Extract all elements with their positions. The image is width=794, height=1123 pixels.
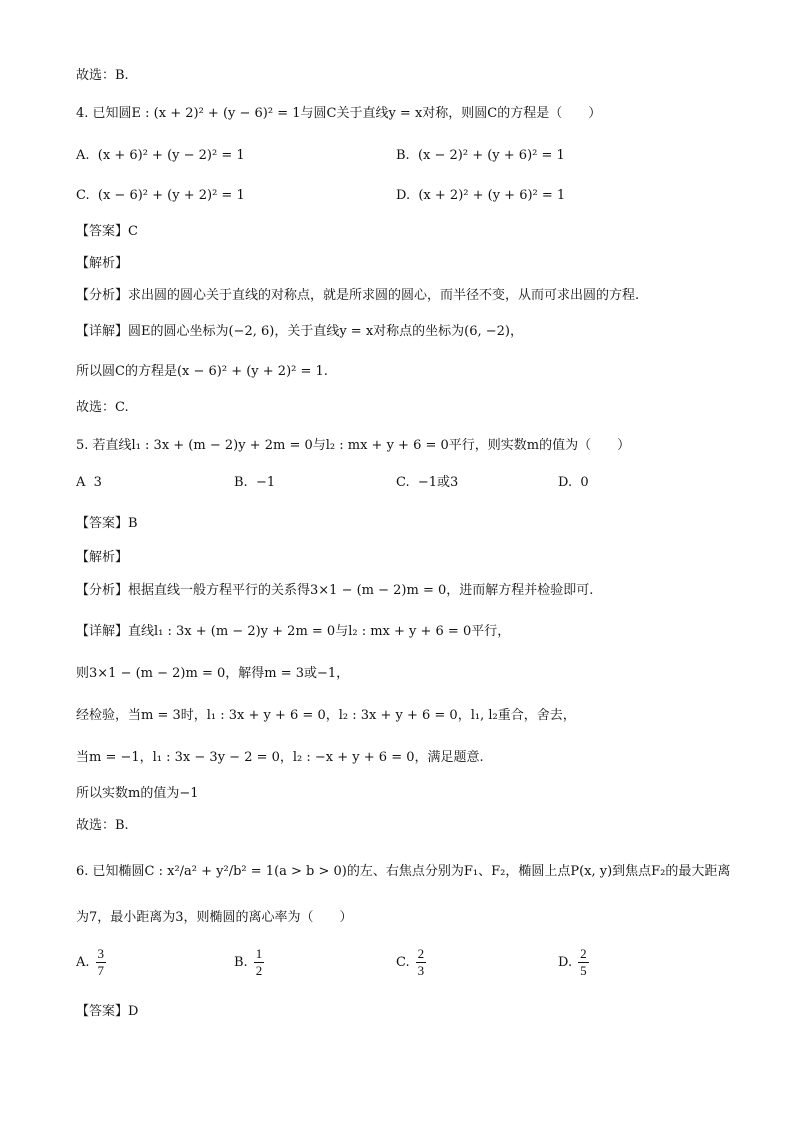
q5-check-m-neg1: 当m = −1，l₁ : 3x − 3y − 2 = 0，l₂ : −x + y + 6 = 0，满足题意. bbox=[76, 750, 484, 765]
q6-option-b: B. $\frac{1}{2}$ bbox=[234, 946, 263, 978]
q5-detail: 【详解】直线l₁ : 3x + (m − 2)y + 2m = 0与l₂ : mx + y + 6 = 0平行， bbox=[76, 624, 511, 639]
q3-answer-choice: 故选：B. bbox=[76, 68, 129, 83]
q4-answer-choice: 故选：C. bbox=[76, 400, 129, 415]
q5-stem: 5. 若直线l₁ : 3x + (m − 2)y + 2m = 0与l₂ : mx + y + 6 = 0平行，则实数m的值为（ ） bbox=[76, 438, 631, 453]
q4-analysis-heading: 【解析】 bbox=[76, 256, 129, 271]
q5-conclusion: 所以实数m的值为−1 bbox=[76, 786, 199, 801]
q5-option-a: A 3 bbox=[76, 475, 102, 490]
q5-check-m3: 经检验，当m = 3时，l₁ : 3x + y + 6 = 0，l₂ : 3x + y + 6 = 0，l₁, l₂重合，舍去， bbox=[76, 708, 576, 723]
q6-option-a: A. $\frac{3}{7}$ bbox=[76, 946, 105, 978]
q4-option-a: A. (x + 6)² + (y − 2)² = 1 bbox=[76, 148, 245, 163]
q6-answer: 【答案】D bbox=[76, 1004, 139, 1019]
q4-option-b: B. (x − 2)² + (y + 6)² = 1 bbox=[396, 148, 565, 163]
q5-option-c: C. −1或3 bbox=[396, 475, 459, 490]
q5-analysis-heading: 【解析】 bbox=[76, 550, 129, 565]
q4-analysis: 【分析】求出圆的圆心关于直线的对称点，就是所求圆的圆心，而半径不变，从而可求出圆的方程. bbox=[76, 288, 640, 303]
q5-answer-choice: 故选：B. bbox=[76, 818, 129, 833]
q4-conclusion: 所以圆C的方程是(x − 6)² + (y + 2)² = 1. bbox=[76, 364, 328, 379]
q6-option-d: D. $\frac{2}{5}$ bbox=[558, 946, 587, 978]
q5-solve: 则3×1 − (m − 2)m = 0，解得m = 3或−1， bbox=[76, 666, 350, 681]
q6-stem-cont: 为7，最小距离为3，则椭圆的离心率为（ ） bbox=[76, 910, 353, 925]
q6-stem: 6. 已知椭圆C : x²/a² + y²/b² = 1(a > b > 0)的左、右焦点分别为F₁、F₂，椭圆上点P(x, y)到焦点F₂的最大距离 bbox=[76, 864, 731, 879]
q4-detail: 【详解】圆E的圆心坐标为(−2, 6)，关于直线y = x对称点的坐标为(6, −2)， bbox=[76, 324, 524, 339]
q5-analysis: 【分析】根据直线一般方程平行的关系得3×1 − (m − 2)m = 0，进而解方程并检验即可. bbox=[76, 583, 594, 598]
q4-stem: 4. 已知圆E : (x + 2)² + (y − 6)² = 1与圆C关于直线y = x对称，则圆C的方程是（ ） bbox=[76, 106, 602, 121]
q4-option-c: C. (x − 6)² + (y + 2)² = 1 bbox=[76, 188, 245, 203]
q4-answer: 【答案】C bbox=[76, 224, 138, 239]
q6-option-c: C. $\frac{2}{3}$ bbox=[396, 946, 425, 978]
q4-option-d: D. (x + 2)² + (y + 6)² = 1 bbox=[396, 188, 566, 203]
q5-option-b: B. −1 bbox=[234, 475, 276, 490]
q5-answer: 【答案】B bbox=[76, 516, 138, 531]
q5-option-d: D. 0 bbox=[558, 475, 589, 490]
